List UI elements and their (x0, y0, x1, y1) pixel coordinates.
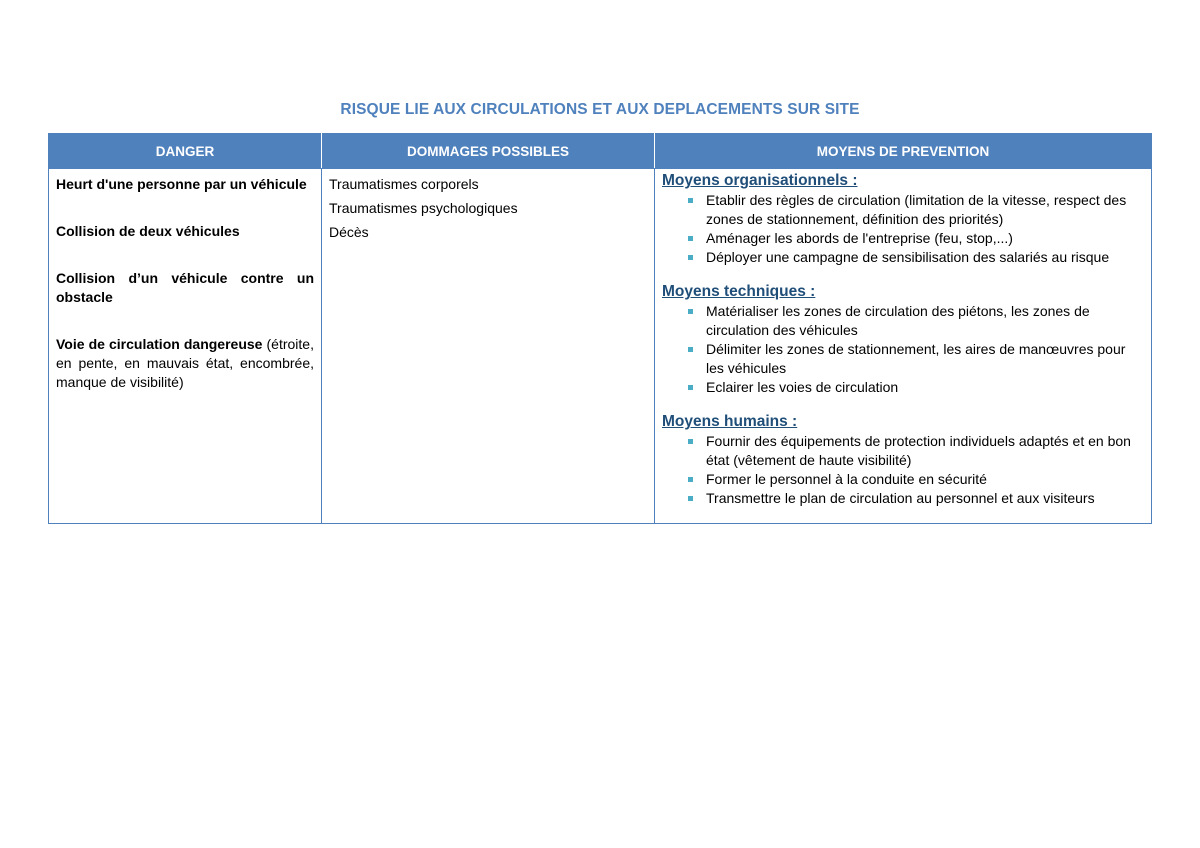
group-heading: Moyens organisationnels : (662, 172, 858, 189)
group-list (662, 302, 1144, 397)
danger-item (56, 175, 314, 194)
square-bullet-icon (688, 347, 693, 352)
danger-label: Collision de deux véhicules (56, 223, 240, 239)
square-bullet-icon (688, 477, 693, 482)
list-item-text: Délimiter les zones de stationnement, les aires de manœuvres pour les véhicules (706, 341, 1126, 376)
group-list (662, 191, 1144, 267)
square-bullet-icon (688, 496, 693, 501)
list-item (662, 302, 1144, 340)
list-item (662, 489, 1144, 508)
danger-label: Collision d’un véhicule contre un obstacle (56, 270, 314, 305)
list-item (662, 229, 1144, 248)
square-bullet-icon (688, 198, 693, 203)
danger-item (56, 222, 314, 241)
dommage-item: Traumatismes psychologiques (329, 200, 518, 216)
list-item-text: Fournir des équipements de protection individuels adaptés et en bon état (vêtement de haute visibilité) (706, 433, 1131, 468)
list-item (662, 432, 1144, 470)
group-heading: Moyens humains : (662, 413, 798, 430)
list-item (662, 378, 1144, 397)
danger-label: Voie de circulation dangereuse (56, 336, 263, 352)
header-moyens: MOYENS DE PREVENTION (655, 134, 1152, 169)
moyens-group-organisationnels (662, 171, 1144, 267)
list-item-text: Transmettre le plan de circulation au personnel et aux visiteurs (706, 490, 1095, 506)
list-item-text: Déployer une campagne de sensibilisation des salariés au risque (706, 249, 1110, 265)
risk-table (48, 133, 1152, 524)
list-item-text: Aménager les abords de l'entreprise (feu, stop,...) (706, 230, 1013, 246)
square-bullet-icon (688, 385, 693, 390)
list-item (662, 470, 1144, 489)
list-item (662, 340, 1144, 378)
page-title: RISQUE LIE AUX CIRCULATIONS ET AUX DEPLACEMENTS SUR SITE (340, 101, 860, 118)
moyens-cell (655, 169, 1152, 524)
danger-item (56, 335, 314, 392)
moyens-group-humains (662, 412, 1144, 508)
square-bullet-icon (688, 309, 693, 314)
header-dommages: DOMMAGES POSSIBLES (322, 134, 655, 169)
group-heading: Moyens techniques : (662, 283, 816, 300)
table-header-row (49, 134, 1152, 169)
list-item (662, 191, 1144, 229)
dommage-item: Traumatismes corporels (329, 176, 479, 192)
square-bullet-icon (688, 236, 693, 241)
moyens-group-techniques (662, 282, 1144, 397)
list-item-text: Matérialiser les zones de circulation des piétons, les zones de circulation des véhicules (706, 303, 1090, 338)
list-item-text: Eclairer les voies de circulation (706, 379, 899, 395)
dommage-item: Décès (329, 224, 369, 240)
dommages-cell (322, 169, 655, 524)
danger-detail: (étroite, en pente, en mauvais état, encombrée, manque de visibilité) (56, 336, 314, 390)
square-bullet-icon (688, 439, 693, 444)
list-item-text: Former le personnel à la conduite en sécurité (706, 471, 987, 487)
header-danger: DANGER (49, 134, 322, 169)
list-item (662, 248, 1144, 267)
danger-item (56, 269, 314, 307)
square-bullet-icon (688, 255, 693, 260)
group-list (662, 432, 1144, 508)
danger-label: Heurt d'une personne par un véhicule (56, 176, 307, 192)
list-item-text: Etablir des règles de circulation (limitation de la vitesse, respect des zones de stationnement, définition des priorités) (706, 192, 1127, 227)
table-row (49, 169, 1152, 524)
danger-cell (49, 169, 322, 524)
